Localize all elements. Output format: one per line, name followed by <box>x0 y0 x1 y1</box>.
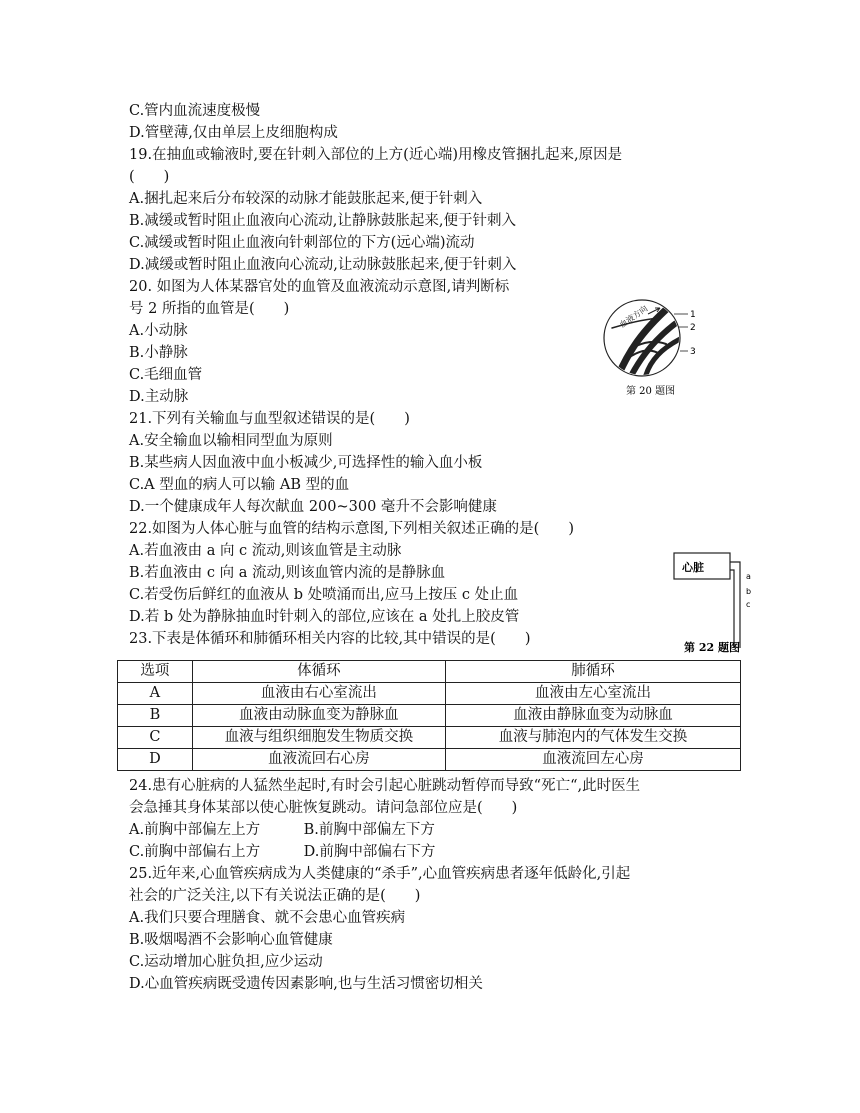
label-2: 2 <box>690 323 696 333</box>
heart-label: 心脏 <box>682 561 704 574</box>
table-header-cell: 体循环 <box>192 661 445 683</box>
table-cell: 血液由静脉血变为动脉血 <box>445 705 740 727</box>
table-cell: 血液流回右心房 <box>192 749 445 771</box>
text-line: 22.如图为人体心脏与血管的结构示意图,下列相关叙述正确的是( ) <box>129 521 574 537</box>
table-cell: A <box>118 683 193 705</box>
text-line: B.吸烟喝酒不会影响心血管健康 <box>129 932 333 948</box>
figure-22-caption: 第 22 题图 <box>684 641 740 654</box>
table-cell: 血液由动脉血变为静脉血 <box>192 705 445 727</box>
table-row <box>118 683 741 705</box>
text-line: B.某些病人因血液中血小板减少,可选择性的输入血小板 <box>129 455 483 471</box>
figure-22-heart-diagram <box>660 548 760 660</box>
text-line: 社会的广泛关注,以下有关说法正确的是( ) <box>129 888 421 904</box>
table-header-cell: 肺循环 <box>445 661 740 683</box>
table-row <box>118 705 741 727</box>
text-line: B.小静脉 <box>129 345 188 361</box>
text-line: A.若血液由 a 向 c 流动,则该血管是主动脉 <box>129 543 402 559</box>
figure-20-vessel-diagram <box>600 298 715 400</box>
text-line: A.捆扎起来后分布较深的动脉才能鼓胀起来,便于针刺入 <box>129 191 483 207</box>
text-line: A.前胸中部偏左上方 B.前胸中部偏左下方 <box>129 822 435 838</box>
text-line: C.前胸中部偏右上方 D.前胸中部偏右下方 <box>129 844 436 860</box>
text-line: C.减缓或暂时阻止血液向针刺部位的下方(远心端)流动 <box>129 235 475 251</box>
table-header-row <box>118 661 741 683</box>
arrow-label: 血液方向 <box>617 303 650 330</box>
text-line: 19.在抽血或输液时,要在针刺入部位的上方(近心端)用橡皮管捆扎起来,原因是 <box>129 147 623 163</box>
text-line: D.心血管疾病既受遗传因素影响,也与生活习惯密切相关 <box>129 976 483 992</box>
text-line: C.管内血流速度极慢 <box>129 103 261 119</box>
label-1: 1 <box>690 310 696 320</box>
text-line: D.一个健康成年人每次献血 200~300 毫升不会影响健康 <box>129 499 497 515</box>
text-line: C.若受伤后鲜红的血液从 b 处喷涌而出,应马上按压 c 处止血 <box>129 587 519 603</box>
circulation-comparison-table <box>117 660 741 771</box>
text-line: B.若血液由 c 向 a 流动,则该血管内流的是静脉血 <box>129 565 446 581</box>
text-line: 20. 如图为人体某器官处的血管及血液流动示意图,请判断标 <box>129 279 510 295</box>
table-cell: 血液与组织细胞发生物质交换 <box>192 727 445 749</box>
table-cell: C <box>118 727 193 749</box>
table-cell: B <box>118 705 193 727</box>
table-cell: 血液流回左心房 <box>445 749 740 771</box>
text-line: D.管壁薄,仅由单层上皮细胞构成 <box>129 125 338 141</box>
label-b: b <box>746 587 752 596</box>
text-line: B.减缓或暂时阻止血液向心流动,让静脉鼓胀起来,便于针刺入 <box>129 213 516 229</box>
text-line: C.运动增加心脏负担,应少运动 <box>129 954 323 970</box>
table-row <box>118 749 741 771</box>
table-row <box>118 727 741 749</box>
text-line: 24.患有心脏病的人猛然坐起时,有时会引起心脏跳动暂停而导致“死亡“,此时医生 <box>129 778 641 794</box>
text-line: 25.近年来,心血管疾病成为人类健康的“杀手”,心血管疾病患者逐年低龄化,引起 <box>129 866 631 882</box>
text-line: A.小动脉 <box>129 323 188 339</box>
text-line: C.A 型血的病人可以输 AB 型的血 <box>129 477 350 493</box>
label-a: a <box>746 572 751 581</box>
figure-20-caption: 第 20 题图 <box>626 386 676 397</box>
table-header-cell: 选项 <box>118 661 193 683</box>
text-line: A.安全输血以输相同型血为原则 <box>129 433 333 449</box>
label-c: c <box>746 600 751 609</box>
text-line: ( ) <box>129 169 170 185</box>
table-cell: D <box>118 749 193 771</box>
text-line: 号 2 所指的血管是( ) <box>129 301 290 317</box>
text-line: D.若 b 处为静脉抽血时针刺入的部位,应该在 a 处扎上胶皮管 <box>129 609 520 625</box>
table-cell: 血液由右心室流出 <box>192 683 445 705</box>
text-line: D.减缓或暂时阻止血液向心流动,让动脉鼓胀起来,便于针刺入 <box>129 257 517 273</box>
table-cell: 血液与肺泡内的气体发生交换 <box>445 727 740 749</box>
text-line: A.我们只要合理膳食、就不会患心血管疾病 <box>129 910 406 926</box>
label-3: 3 <box>690 347 696 357</box>
text-line: 会急捶其身体某部以使心脏恢复跳动。请问急部位应是( ) <box>129 800 518 816</box>
text-line: D.主动脉 <box>129 389 189 405</box>
table-cell: 血液由左心室流出 <box>445 683 740 705</box>
text-line: 21.下列有关输血与血型叙述错误的是( ) <box>129 411 410 427</box>
text-line: C.毛细血管 <box>129 367 203 383</box>
text-line: 23.下表是体循环和肺循环相关内容的比较,其中错误的是( ) <box>129 631 531 647</box>
